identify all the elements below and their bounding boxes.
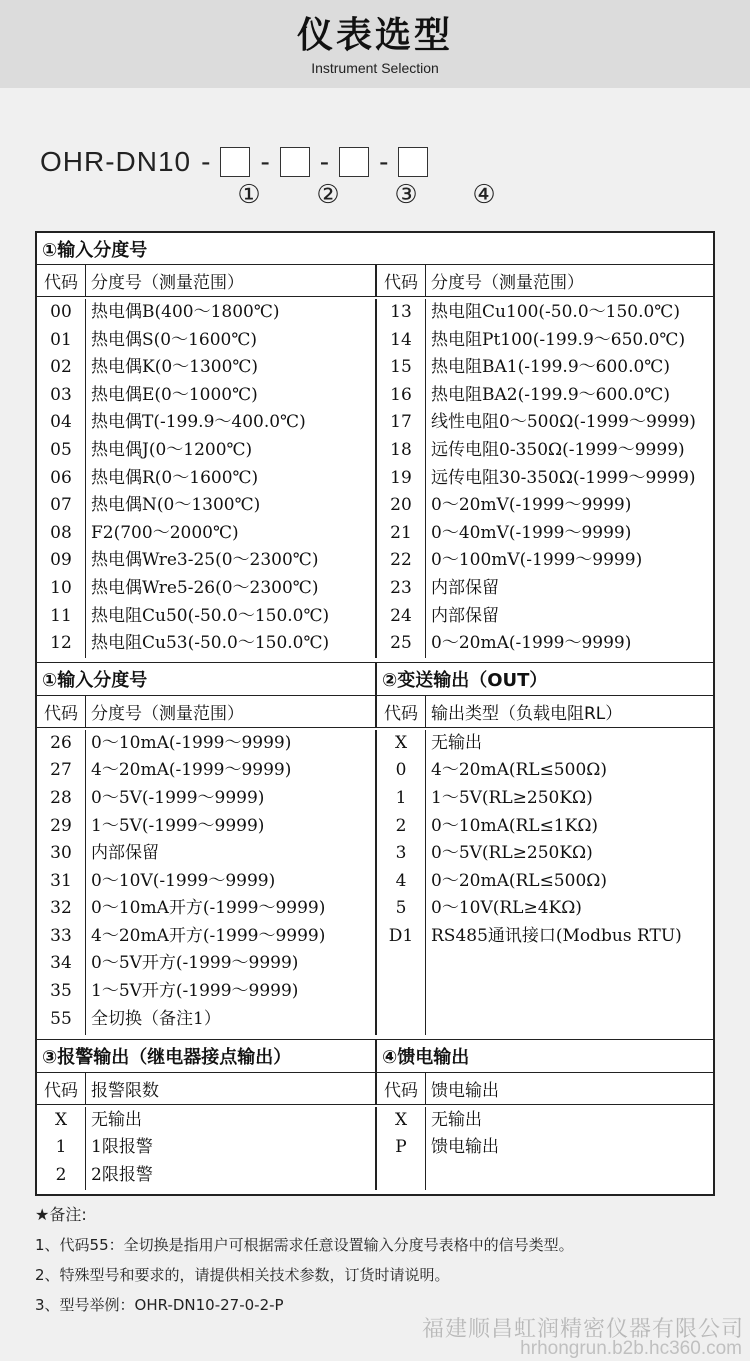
table-cell-code: 1: [55, 1137, 67, 1158]
table-cell-desc: 1～5V(-1999～9999): [91, 815, 265, 836]
table-cell-code: X: [54, 1109, 68, 1130]
table-cell-desc: 热电偶K(0～1300℃): [91, 357, 259, 378]
code-column: [377, 1107, 426, 1190]
model-dash: -: [379, 146, 389, 177]
table-cell-code: 25: [390, 633, 412, 654]
table-cell-code: 05: [50, 439, 72, 460]
code-header: 代码: [37, 1073, 86, 1104]
table-cell-code: X: [394, 1109, 408, 1130]
section-3-4-body: [37, 1105, 713, 1194]
table-cell-code: 4: [395, 870, 407, 891]
table-cell-code: 14: [390, 329, 412, 350]
section-3-4-header-row: [37, 1073, 713, 1105]
note-item: 2、特殊型号和要求的，请提供相关技术参数，订货时请说明。: [35, 1266, 450, 1284]
table-cell-code: 28: [50, 787, 72, 808]
table-cell-desc: 内部保留: [91, 843, 159, 864]
model-dash: -: [260, 146, 270, 177]
table-cell-code: 11: [50, 605, 72, 626]
table-cell-desc: 0～10V(RL≥4KΩ): [431, 898, 582, 919]
table-cell-desc: 0～20mA(RL≤500Ω): [431, 870, 607, 891]
table-cell-desc: 内部保留: [431, 577, 499, 598]
table-cell-code: 07: [50, 495, 72, 516]
watermark-domain: hrhongrun.b2b.hc360.com: [520, 1338, 742, 1359]
code-header: 代码: [37, 696, 86, 727]
table-cell-code: 22: [390, 550, 412, 571]
model-marker-4: ④: [472, 180, 496, 210]
table-cell-code: 31: [50, 870, 72, 891]
table-cell-code: 23: [390, 577, 412, 598]
table-cell-desc: 热电偶R(0～1600℃): [91, 467, 259, 488]
table-cell-code: 16: [390, 384, 412, 405]
code-header: 代码: [377, 265, 426, 296]
table-cell-code: 0: [395, 760, 407, 781]
model-dash: -: [201, 146, 211, 177]
table-cell-desc: RS485通讯接口(Modbus RTU): [431, 925, 682, 946]
table-cell-desc: 2限报警: [91, 1164, 153, 1185]
model-box-2: [280, 147, 310, 177]
section-3-title: ③报警输出（继电器接点输出）: [37, 1040, 375, 1072]
section-3-4-title-row: [37, 1040, 713, 1073]
notes: [35, 1200, 574, 1320]
code-header: 代码: [37, 265, 86, 296]
table-cell-desc: 热电偶E(0～1000℃): [91, 384, 258, 405]
desc-column: [426, 1107, 499, 1190]
table-cell-code: 17: [390, 412, 412, 433]
table-cell-desc: 热电阻Cu50(-50.0～150.0℃): [91, 605, 330, 626]
table-cell-desc: 0～5V(-1999～9999): [91, 787, 265, 808]
table-cell-desc: 1限报警: [91, 1137, 153, 1158]
table-cell-desc: 0～100mV(-1999～9999): [431, 550, 643, 571]
table-cell-code: 2: [395, 815, 407, 836]
table-cell-code: 09: [50, 550, 72, 571]
table-cell-code: 35: [50, 981, 72, 1002]
code-column: [377, 730, 426, 1035]
table-cell-code: 04: [50, 412, 72, 433]
table-cell-desc: 热电偶T(-199.9～400.0℃): [91, 412, 306, 433]
desc-header: 分度号（测量范围）: [91, 703, 244, 724]
table-cell-desc: 热电阻BA2(-199.9～600.0℃): [431, 384, 670, 405]
table-cell-desc: 热电偶J(0～1200℃): [91, 439, 253, 460]
desc-column: [426, 730, 682, 1035]
page-subtitle: Instrument Selection: [311, 60, 439, 76]
table-cell-code: D1: [388, 925, 414, 946]
table-cell-code: 29: [50, 815, 72, 836]
table-cell-desc: 0～10V(-1999～9999): [91, 870, 276, 891]
table-cell-code: 08: [50, 522, 72, 543]
table-cell-code: 55: [50, 1008, 72, 1029]
table-cell-desc: 无输出: [431, 732, 482, 753]
table-cell-code: 01: [50, 329, 72, 350]
table-cell-desc: 远传电阻30-350Ω(-1999～9999): [431, 467, 696, 488]
table-cell-code: 19: [390, 467, 412, 488]
table-cell-code: 02: [50, 357, 72, 378]
table-cell-desc: 1～5V(RL≥250KΩ): [431, 787, 593, 808]
table-cell-desc: 0～40mV(-1999～9999): [431, 522, 632, 543]
table-cell-desc: 热电偶S(0～1600℃): [91, 329, 258, 350]
table-cell-code: 3: [395, 843, 407, 864]
section-1b-2-body: [37, 728, 713, 1040]
table-cell-code: 15: [390, 357, 412, 378]
table-cell-desc: 无输出: [91, 1109, 142, 1130]
desc-column: [86, 1107, 153, 1190]
table-cell-code: 12: [50, 633, 72, 654]
desc-header: 分度号（测量范围）: [91, 273, 244, 293]
table-cell-code: 34: [50, 953, 72, 974]
table-cell-desc: 热电偶B(400～1800℃): [91, 302, 280, 322]
table-cell-desc: 0～10mA(RL≤1KΩ): [431, 815, 599, 836]
section-1b-title: ①输入分度号: [37, 663, 375, 695]
desc-header: 报警限数: [91, 1080, 159, 1101]
model-box-4: [398, 147, 428, 177]
table-cell-code: 1: [395, 787, 407, 808]
table-cell-desc: 热电阻BA1(-199.9～600.0℃): [431, 357, 670, 378]
model-code: [40, 142, 428, 182]
table-cell-code: 20: [390, 495, 412, 516]
section-1b-2-header-row: [37, 696, 713, 728]
table-cell-desc: 线性电阻0～500Ω(-1999～9999): [431, 412, 696, 433]
table-cell-desc: 4～20mA(RL≤500Ω): [431, 760, 607, 781]
selection-table: [35, 231, 715, 1196]
model-marker-2: ②: [316, 180, 340, 210]
table-cell-code: 06: [50, 467, 72, 488]
table-cell-code: 13: [390, 302, 412, 322]
table-cell-code: 30: [50, 843, 72, 864]
page-header: [0, 0, 750, 88]
table-cell-code: 27: [50, 760, 72, 781]
note-item: 3、型号举例：OHR-DN10-27-0-2-P: [35, 1296, 284, 1314]
table-cell-desc: 全切换（备注1）: [91, 1008, 221, 1029]
table-cell-code: 32: [50, 898, 72, 919]
desc-column: [426, 299, 696, 658]
section-1-title: ①输入分度号: [37, 233, 713, 265]
table-cell-desc: 热电阻Cu100(-50.0～150.0℃): [431, 302, 680, 322]
table-cell-desc: 4～20mA开方(-1999～9999): [91, 925, 326, 946]
code-header: 代码: [377, 1073, 426, 1104]
table-cell-desc: 热电偶N(0～1300℃): [91, 495, 261, 516]
section-1-header-row: [37, 265, 713, 297]
table-cell-desc: 内部保留: [431, 605, 499, 626]
table-cell-desc: 0～10mA开方(-1999～9999): [91, 898, 326, 919]
table-cell-desc: 馈电输出: [431, 1137, 499, 1158]
note-item: 1、代码55：全切换是指用户可根据需求任意设置输入分度号表格中的信号类型。: [35, 1236, 574, 1254]
table-cell-code: 26: [50, 732, 72, 753]
table-cell-desc: 0～20mV(-1999～9999): [431, 495, 632, 516]
table-cell-code: 00: [50, 302, 72, 322]
code-column: [37, 299, 86, 658]
desc-column: [86, 730, 325, 1035]
table-cell-desc: 0～20mA(-1999～9999): [431, 633, 632, 654]
section-4-title: ④馈电输出: [375, 1040, 713, 1072]
desc-header: 输出类型（负载电阻RL）: [431, 703, 623, 724]
table-cell-code: X: [394, 732, 408, 753]
watermark-company: 福建顺昌虹润精密仪器有限公司: [421, 1317, 744, 1342]
desc-header: 分度号（测量范围）: [431, 273, 584, 293]
table-cell-desc: 热电偶Wre5-26(0～2300℃): [91, 577, 319, 598]
table-cell-desc: 热电阻Cu53(-50.0～150.0℃): [91, 633, 330, 654]
code-header: 代码: [377, 696, 426, 727]
code-column: [37, 1107, 86, 1190]
table-cell-desc: 4～20mA(-1999～9999): [91, 760, 292, 781]
model-prefix: OHR-DN10: [40, 146, 192, 177]
page-title: 仪表选型: [296, 15, 453, 56]
table-cell-code: 5: [395, 898, 407, 919]
table-cell-desc: 无输出: [431, 1109, 482, 1130]
section-1-body: [37, 297, 713, 663]
table-cell-code: 24: [390, 605, 412, 626]
model-box-1: [220, 147, 250, 177]
desc-header: 馈电输出: [431, 1080, 499, 1101]
model-dash: -: [319, 146, 330, 177]
model-marker-1: ①: [237, 180, 261, 210]
table-cell-desc: 远传电阻0-350Ω(-1999～9999): [431, 439, 685, 460]
code-column: [377, 299, 426, 658]
table-cell-desc: 1～5V开方(-1999～9999): [91, 981, 299, 1002]
table-cell-desc: 热电偶Wre3-25(0～2300℃): [91, 550, 319, 571]
table-cell-code: 03: [50, 384, 72, 405]
table-cell-code: 10: [50, 577, 72, 598]
model-marker-3: ③: [394, 180, 418, 210]
table-cell-desc: F2(700～2000℃): [91, 522, 239, 543]
table-cell-desc: 0～10mA(-1999～9999): [91, 732, 292, 753]
desc-column: [86, 299, 329, 658]
table-cell-desc: 热电阻Pt100(-199.9～650.0℃): [431, 329, 686, 350]
table-cell-code: 21: [390, 522, 412, 543]
table-cell-code: 18: [390, 439, 412, 460]
code-column: [37, 730, 86, 1035]
table-cell-desc: 0～5V开方(-1999～9999): [91, 953, 299, 974]
section-2-title: ②变送输出（OUT）: [375, 663, 713, 695]
table-cell-desc: 0～5V(RL≥250KΩ): [431, 843, 593, 864]
section-1b-2-title-row: [37, 663, 713, 696]
table-cell-code: 33: [50, 925, 72, 946]
notes-title: ★备注:: [35, 1205, 87, 1224]
table-cell-code: 2: [55, 1164, 67, 1185]
table-cell-code: P: [395, 1137, 407, 1158]
model-box-3: [339, 147, 369, 177]
